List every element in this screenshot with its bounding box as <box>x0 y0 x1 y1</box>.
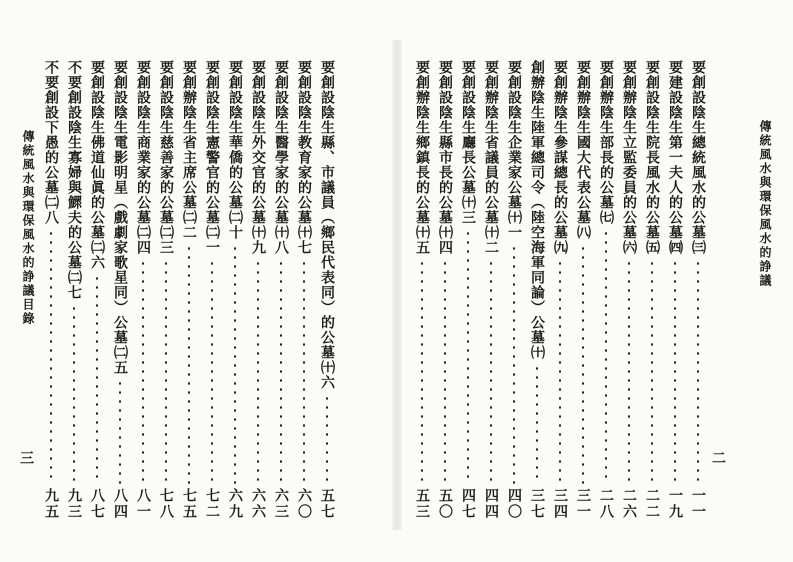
toc-entry-title: 要創設陰生縣、市議員（鄉民代表同）的公墓㈩六 <box>319 60 335 390</box>
left-page-folio: 三 <box>20 451 34 467</box>
dot-leader <box>165 259 167 484</box>
toc-entry-page: 九三 <box>66 488 82 520</box>
dot-leader <box>536 364 538 484</box>
toc-entry[interactable] <box>109 60 131 520</box>
dot-leader <box>605 229 607 484</box>
dot-leader <box>211 259 213 484</box>
toc-entry-title: 要建設陰生第一夫人的公墓㈣ <box>667 60 683 255</box>
dot-leader <box>73 304 75 484</box>
toc-entry-title: 要創辦陰生省主席公墓㈡二 <box>181 60 197 240</box>
dot-leader <box>119 379 121 484</box>
dot-leader <box>513 244 515 484</box>
toc-entry-page: 二六 <box>621 488 637 520</box>
dot-leader <box>444 259 446 484</box>
toc-entry[interactable] <box>480 60 502 520</box>
toc-entry[interactable] <box>457 60 479 520</box>
toc-entry-page: 一一 <box>690 488 706 520</box>
toc-entry[interactable] <box>572 60 594 520</box>
toc-entry-title: 要創設陰生企業家公墓㈩一 <box>506 60 522 240</box>
dot-leader <box>234 244 236 484</box>
right-page-folio: 二 <box>712 451 726 467</box>
toc-entry-page: 五〇 <box>437 488 453 520</box>
dot-leader <box>188 244 190 484</box>
toc-entry-title: 不要創設陰生寡婦與鰥夫的公墓㈡七 <box>66 60 82 300</box>
dot-leader <box>582 244 584 484</box>
toc-entry-page: 四七 <box>460 488 476 520</box>
toc-entry-page: 六三 <box>273 488 289 520</box>
toc-entry-page: 六六 <box>250 488 266 520</box>
dot-leader <box>559 259 561 484</box>
toc-entry-title: 要創設陰生醫學家的公墓㈩八 <box>273 60 289 255</box>
toc-entry-page: 四四 <box>483 488 499 520</box>
dot-leader <box>257 259 259 484</box>
toc-entry-page: 五三 <box>414 488 430 520</box>
toc-entry-title: 要創設陰生廳長公墓㈩三 <box>460 60 476 225</box>
toc-entry-title: 要創辦陰生國大代表公墓㈧ <box>575 60 591 240</box>
dot-leader <box>50 229 52 484</box>
toc-entry-page: 九五 <box>43 488 59 520</box>
toc-entry[interactable] <box>641 60 663 520</box>
toc-entry[interactable] <box>155 60 177 520</box>
toc-entry[interactable] <box>293 60 315 520</box>
toc-entry[interactable] <box>549 60 571 520</box>
toc-entry[interactable] <box>411 60 433 520</box>
toc-entry-page: 六〇 <box>296 488 312 520</box>
toc-entry-title: 要創設陰生慈善家的公墓㈡三 <box>158 60 174 255</box>
toc-entry-page: 三七 <box>529 488 545 520</box>
toc-entry[interactable] <box>201 60 223 520</box>
toc-entry[interactable] <box>178 60 200 520</box>
toc-entry[interactable] <box>595 60 617 520</box>
dot-leader <box>697 259 699 484</box>
right-page-toc <box>405 60 755 530</box>
dot-leader <box>142 259 144 484</box>
toc-entry-page: 三四 <box>552 488 568 520</box>
toc-entry-page: 五七 <box>319 488 335 520</box>
dot-leader <box>674 259 676 484</box>
toc-entry-title: 要創設陰生電影明星（戲劇家歌星同）公墓㈡五 <box>112 60 128 375</box>
toc-entry[interactable] <box>664 60 686 520</box>
toc-entry-title: 要創設陰生縣市長的公墓㈩四 <box>437 60 453 255</box>
toc-entry-title: 要創辦陰生立監委員的公墓㈥ <box>621 60 637 255</box>
toc-entry-title: 要創辦陰生參謀總長的公墓㈨ <box>552 60 568 255</box>
toc-entry-title: 要創設陰生外交官的公墓㈩九 <box>250 60 266 255</box>
dot-leader <box>96 274 98 484</box>
toc-entry-page: 八七 <box>89 488 105 520</box>
dot-leader <box>326 394 328 484</box>
toc-entry-title: 要創設陰生教育家的公墓㈩七 <box>296 60 312 255</box>
toc-entry-title: 要創設陰生院長風水的公墓㈤ <box>644 60 660 255</box>
dot-leader <box>651 259 653 484</box>
toc-entry-page: 八四 <box>112 488 128 520</box>
toc-entry[interactable] <box>526 60 548 520</box>
toc-entry[interactable] <box>618 60 640 520</box>
toc-entry-title: 要創設陰生佛道仙眞的公墓㈡六 <box>89 60 105 270</box>
toc-entry[interactable] <box>434 60 456 520</box>
toc-entry[interactable] <box>503 60 525 520</box>
toc-entry-title: 要創設陰生憲警官的公墓㈡一 <box>204 60 220 255</box>
toc-entry-title: 要創設陰生總統風水的公墓㈢ <box>690 60 706 255</box>
dot-leader <box>467 229 469 484</box>
toc-entry-title: 要創設陰生華僑的公墓㈡十 <box>227 60 243 240</box>
toc-entry-title: 要創辦陰生鄉鎮長的公墓㈩五 <box>414 60 430 255</box>
toc-entry[interactable] <box>86 60 108 520</box>
toc-entry[interactable] <box>247 60 269 520</box>
book-gutter <box>392 40 402 530</box>
toc-entry-title: 不要創設下愚的公墓㈡八 <box>43 60 59 225</box>
toc-entry-title: 要創設陰生商業家的公墓㈡四 <box>135 60 151 255</box>
dot-leader <box>490 259 492 484</box>
toc-entry-title: 創辦陰生陸軍總司令（陸空海軍同論）公墓㈩ <box>529 60 545 360</box>
toc-entry[interactable] <box>270 60 292 520</box>
toc-entry[interactable] <box>40 60 62 520</box>
toc-entry-page: 二八 <box>598 488 614 520</box>
toc-entry-page: 一九 <box>667 488 683 520</box>
toc-entry-title: 要創辦陰生省議員的公墓㈩二 <box>483 60 499 255</box>
toc-entry[interactable] <box>132 60 154 520</box>
toc-entry-page: 七二 <box>204 488 220 520</box>
toc-entry[interactable] <box>224 60 246 520</box>
toc-entry[interactable] <box>316 60 338 520</box>
toc-entry-page: 七五 <box>181 488 197 520</box>
dot-leader <box>628 259 630 484</box>
toc-entry-page: 六九 <box>227 488 243 520</box>
left-page-header: 傳統風水與環保風水的諍議目錄 <box>21 130 35 326</box>
toc-entry-page: 二二 <box>644 488 660 520</box>
toc-entry-title: 要創辦陰生部長的公墓㈦ <box>598 60 614 225</box>
toc-entry-page: 四〇 <box>506 488 522 520</box>
toc-entry[interactable] <box>63 60 85 520</box>
toc-entry-page: 八一 <box>135 488 151 520</box>
toc-entry-page: 三一 <box>575 488 591 520</box>
dot-leader <box>303 259 305 484</box>
toc-entry-page: 七八 <box>158 488 174 520</box>
dot-leader <box>421 259 423 484</box>
right-page-header: 傳統風水與環保風水的諍議 <box>758 120 772 288</box>
toc-entry[interactable] <box>687 60 709 520</box>
left-page-toc <box>28 60 382 530</box>
dot-leader <box>280 259 282 484</box>
